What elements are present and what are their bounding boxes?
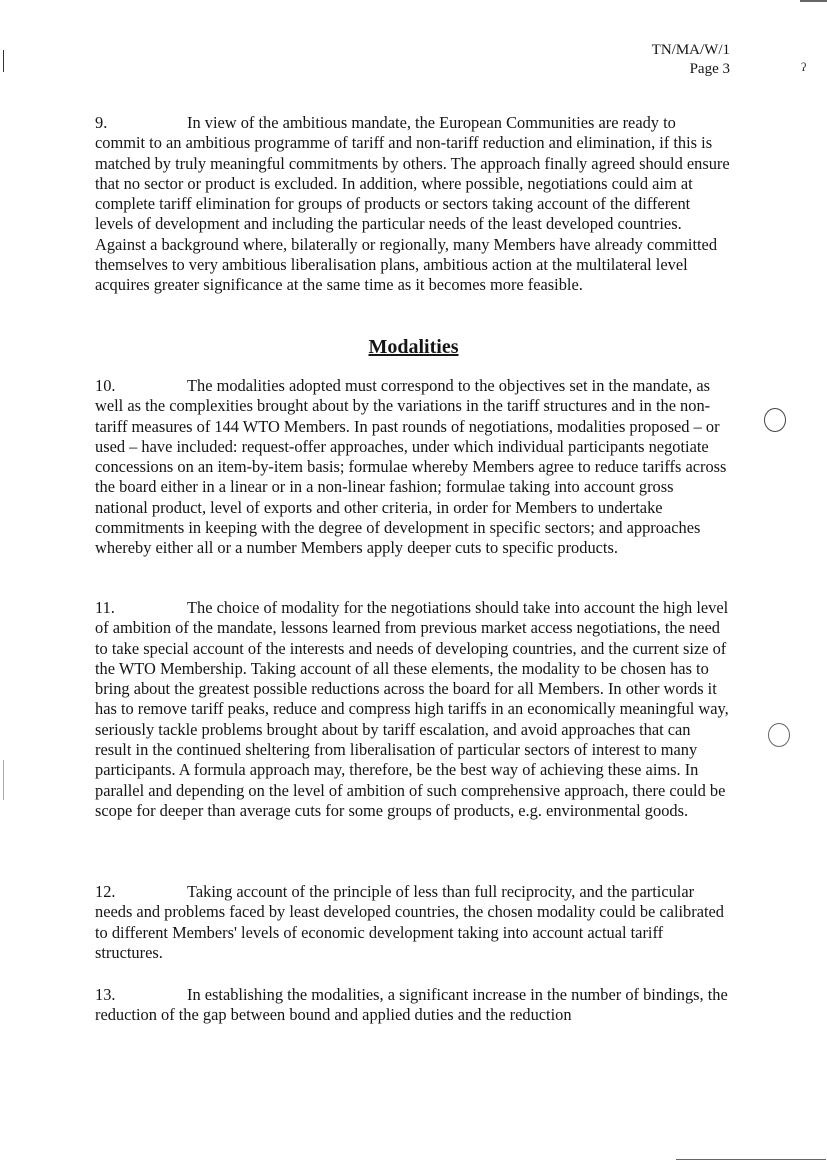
punch-hole bbox=[764, 408, 786, 432]
paragraph-number: 13. bbox=[95, 985, 116, 1004]
page-header bbox=[652, 41, 730, 79]
scan-edge-mark bbox=[3, 50, 4, 72]
paragraph-11 bbox=[95, 598, 730, 821]
paragraph-text: In establishing the modalities, a significant increase in the number of bindings, the reduction of the gap between bound and applied duties and the reduction bbox=[95, 985, 728, 1025]
paragraph-number: 9. bbox=[95, 113, 108, 132]
page-number: Page 3 bbox=[689, 61, 730, 77]
paragraph-12 bbox=[95, 882, 730, 963]
paragraph-number: 11. bbox=[95, 598, 115, 617]
scan-edge-mark bbox=[3, 760, 4, 800]
paragraph-13 bbox=[95, 985, 730, 1026]
paragraph-9 bbox=[95, 113, 730, 296]
scan-bottom-rule bbox=[676, 1159, 826, 1160]
punch-hole bbox=[768, 723, 790, 747]
paragraph-text: The modalities adopted must correspond to the objectives set in the mandate, as well as the complexities brought about by the variations in the tariff structures and in the non-tariff measures of 144 WTO Members. In past rounds of negotiations, modalities proposed – or used – have included: request-offer approaches, under which individual participants negotiate concessions on an item-by-item basis; formulae whereby Members agree to reduce tariffs across the board either in a linear or in a non-linear fashion; formulae taking into account gross national product, level of exports and other criteria, in order for Members to undertake commitments in keeping with the degree of development in specific sectors; and approaches whereby either all or a number Members apply deeper cuts to specific products. bbox=[95, 376, 727, 558]
paragraph-text: Taking account of the principle of less than full reciprocity, and the particular needs and problems faced by least developed countries, the chosen modality could be calibrated to different Members' levels of economic development taking into account actual tariff structures. bbox=[95, 882, 724, 962]
paragraph-number: 10. bbox=[95, 376, 116, 395]
paragraph-text: In view of the ambitious mandate, the European Communities are ready to commit to an ambitious programme of tariff and non-tariff reduction and elimination, if this is matched by truly meaningful commitments by others. The approach finally agreed should ensure that no sector or product is excluded. In addition, where possible, negotiations could aim at complete tariff elimination for groups of products or sectors taking account of the different levels of development and including the particular needs of the least developed countries. Against a background where, bilaterally or regionally, many Members have already committed themselves to very ambitious liberalisation plans, ambitious action at the multilateral level acquires greater significance at the same time as it becomes more feasible. bbox=[95, 113, 730, 295]
section-heading: Modalities bbox=[368, 336, 459, 358]
paragraph-text: The choice of modality for the negotiations should take into account the high level of ambition of the mandate, lessons learned from previous market access negotiations, the need to take special account of the interests and needs of developing countries, and the current size of the WTO Membership. Taking account of all these elements, the modality to be chosen has to bring about the greatest possible reductions across the board for all Members. In other words it has to remove tariff peaks, reduce and compress high tariffs in an economically meaningful way, seriously tackle problems brought about by tariff escalation, and avoid approaches that can result in the continued sheltering from liberalisation of particular sectors of interest to many participants. A formula approach may, therefore, be the best way of achieving these aims. In parallel and depending on the level of ambition of such comprehensive approach, there could be scope for deeper than average cuts for some groups of products, e.g. environmental goods. bbox=[95, 598, 729, 820]
scan-corner-mark bbox=[800, 0, 827, 2]
margin-mark: ʔ bbox=[801, 60, 807, 74]
paragraph-number: 12. bbox=[95, 882, 116, 901]
document-symbol: TN/MA/W/1 bbox=[651, 42, 730, 58]
paragraph-10 bbox=[95, 376, 730, 559]
